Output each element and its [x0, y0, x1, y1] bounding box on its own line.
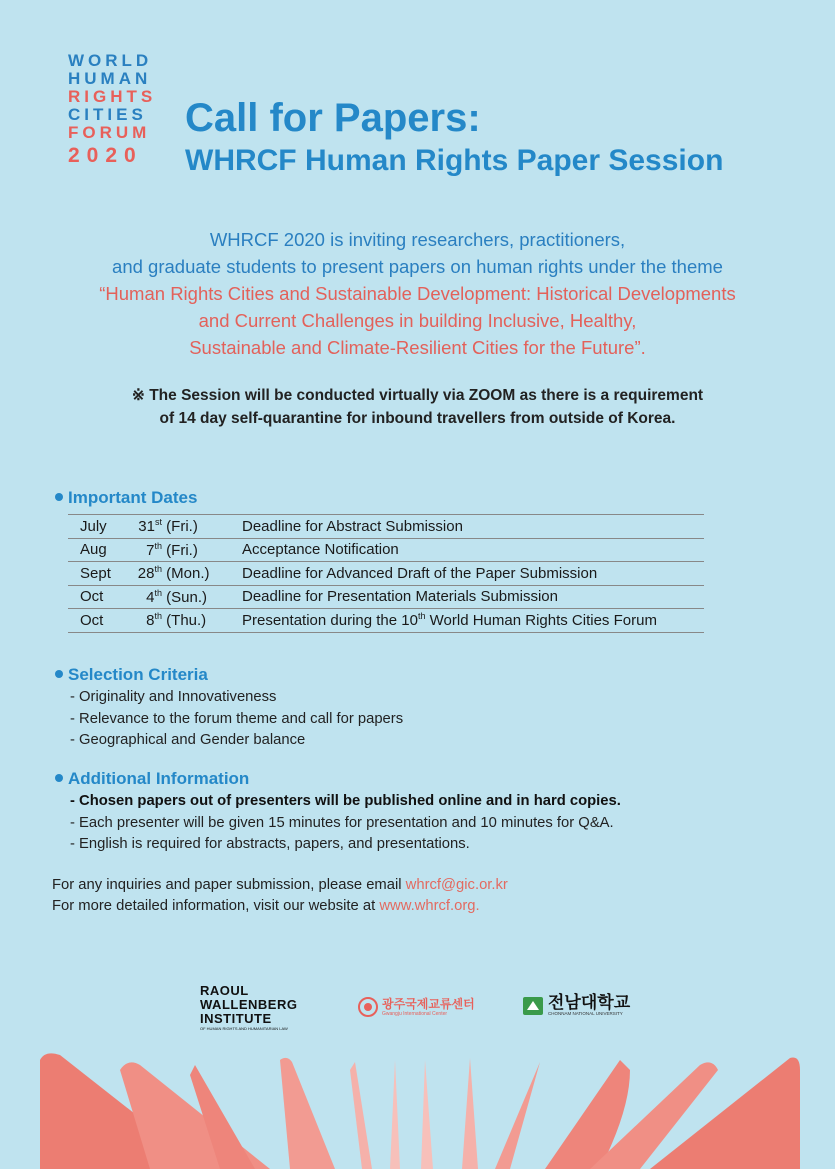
- logo-line-rights: RIGHTS: [68, 87, 157, 106]
- forum-logo: [68, 52, 160, 168]
- bullet-icon: [55, 493, 63, 501]
- website-link[interactable]: www.whrcf.org.: [379, 898, 480, 914]
- list-item: - Geographical and Gender balance: [70, 732, 306, 749]
- page-subtitle: WHRCF Human Rights Paper Session: [185, 144, 724, 177]
- date-day: 8th (Thu.): [124, 609, 230, 633]
- logo-line-year: 2020: [68, 144, 143, 167]
- list-item: - English is required for abstracts, papers, and presentations.: [70, 836, 470, 853]
- date-month: Sept: [68, 562, 124, 586]
- deco-shape: [280, 1058, 335, 1169]
- section-title-text: Additional Information: [68, 769, 250, 788]
- deco-shape: [390, 1060, 400, 1169]
- decorative-shapes: [0, 1050, 835, 1169]
- date-row: [68, 562, 704, 586]
- date-row: [68, 515, 704, 539]
- date-event: Deadline for Presentation Materials Submission: [230, 585, 704, 609]
- bullet-icon: [55, 774, 63, 782]
- deco-shape: [350, 1062, 372, 1169]
- rwi-logo-line: WALLENBERG: [200, 997, 298, 1012]
- list-item: - Originality and Innovativeness: [70, 689, 277, 705]
- cnu-name: 전남대학교: [548, 993, 631, 1012]
- logo-line-world: WORLD: [68, 51, 153, 70]
- theme-line: Sustainable and Climate-Resilient Cities for the Future”.: [189, 337, 646, 358]
- criteria-list: [70, 687, 403, 752]
- notice-line: ※ The Session will be conducted virtually via ZOOM as there is a requirement: [131, 387, 704, 404]
- rwi-logo-line: RAOUL: [200, 983, 249, 998]
- theme-line: and Current Challenges in building Inclusive, Healthy,: [198, 310, 637, 331]
- date-day: 28th (Mon.): [124, 562, 230, 586]
- deco-shape: [421, 1060, 433, 1169]
- date-row: [68, 609, 704, 633]
- list-item: - Chosen papers out of presenters will be published online and in hard copies.: [70, 793, 621, 809]
- selection-criteria-heading: [55, 665, 208, 685]
- page-title: Call for Papers:: [185, 96, 481, 140]
- section-title-text: Selection Criteria: [68, 665, 208, 684]
- email-line: For any inquiries and paper submission, please email whrcf@gic.or.kr: [52, 877, 508, 893]
- cnu-sub: CHONNAM NATIONAL UNIVERSITY: [548, 1011, 623, 1016]
- date-event: Deadline for Abstract Submission: [230, 515, 704, 539]
- date-event: Deadline for Advanced Draft of the Paper Submission: [230, 562, 704, 586]
- zoom-notice: [0, 384, 835, 430]
- date-day: 4th (Sun.): [124, 585, 230, 609]
- section-title-text: Important Dates: [68, 488, 198, 507]
- website-line: For more detailed information, visit our website at www.whrcf.org.: [52, 898, 480, 914]
- list-item: - Relevance to the forum theme and call for papers: [70, 710, 404, 727]
- gic-emblem-icon: [357, 996, 379, 1018]
- gic-sub: Gwangju International Center: [382, 1010, 448, 1017]
- date-day: 31st (Fri.): [124, 515, 230, 539]
- gic-logo: [357, 996, 475, 1018]
- bullet-icon: [55, 670, 63, 678]
- rwi-logo: [200, 984, 297, 1032]
- date-month: Oct: [68, 609, 124, 633]
- list-item: - Each presenter will be given 15 minutes for presentation and 10 minutes for Q&A.: [70, 814, 614, 831]
- intro-line: WHRCF 2020 is inviting researchers, practitioners,: [209, 229, 626, 250]
- logo-line-cities: CITIES: [68, 105, 147, 124]
- date-row: [68, 538, 704, 562]
- contact-info: [52, 875, 508, 917]
- date-month: Aug: [68, 538, 124, 562]
- deco-shape: [462, 1058, 478, 1169]
- important-dates-heading: [55, 488, 197, 508]
- rwi-logo-line: INSTITUTE: [200, 1011, 272, 1026]
- theme-line: “Human Rights Cities and Sustainable Development: Historical Developments: [99, 283, 736, 304]
- additional-list: [70, 791, 621, 856]
- email-link[interactable]: whrcf@gic.or.kr: [405, 877, 508, 893]
- cnu-logo: [522, 994, 630, 1017]
- date-day: 7th (Fri.): [124, 538, 230, 562]
- deco-shape: [495, 1062, 540, 1169]
- date-month: Oct: [68, 585, 124, 609]
- logo-line-human: HUMAN: [68, 69, 152, 88]
- additional-info-heading: [55, 769, 249, 789]
- date-month: July: [68, 515, 124, 539]
- gic-name: 광주국제교류센터: [382, 996, 475, 1011]
- intro-text: [0, 226, 835, 361]
- cnu-emblem-icon: [522, 995, 544, 1017]
- date-event: Presentation during the 10th World Human Rights Cities Forum: [230, 609, 704, 633]
- date-row: [68, 585, 704, 609]
- notice-line: of 14 day self-quarantine for inbound travellers from outside of Korea.: [159, 410, 676, 427]
- logo-line-forum: FORUM: [68, 123, 151, 142]
- dates-table: [68, 514, 704, 633]
- intro-line: and graduate students to present papers on human rights under the theme: [112, 256, 723, 277]
- date-event: Acceptance Notification: [230, 538, 704, 562]
- rwi-logo-sub: OF HUMAN RIGHTS AND HUMANITARIAN LAW: [200, 1026, 288, 1031]
